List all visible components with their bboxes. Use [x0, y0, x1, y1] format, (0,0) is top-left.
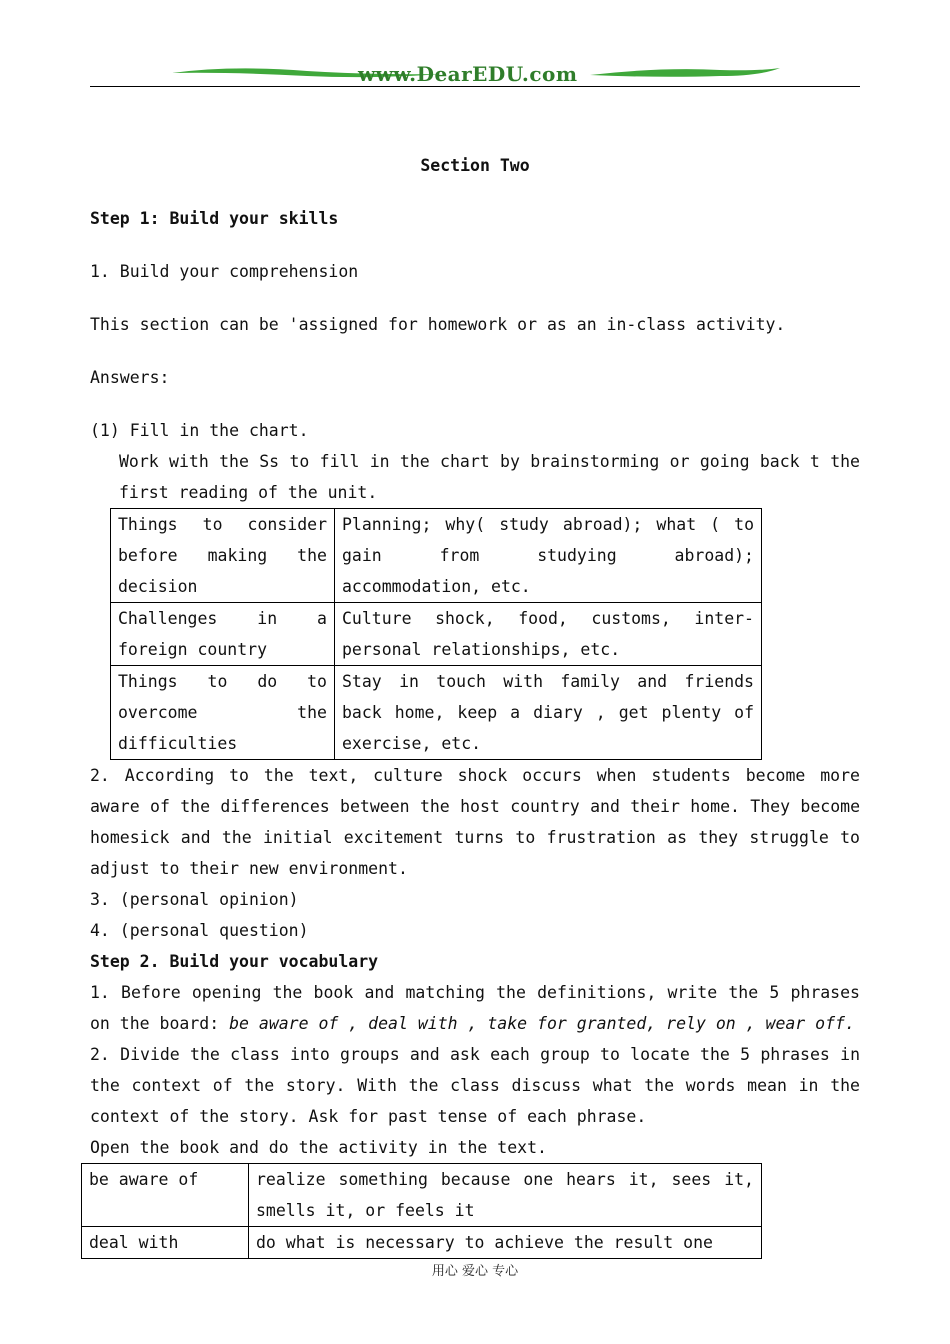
answer-3: 3. (personal opinion)	[90, 890, 299, 909]
header-rule	[90, 86, 860, 87]
table-cell: do what is necessary to achieve the result one	[249, 1227, 762, 1259]
step1-subheading: 1. Build your comprehension	[90, 262, 359, 281]
step1-intro: This section can be 'assigned for homework or as an in-class activity.	[90, 315, 786, 334]
section-title: Section Two	[420, 156, 530, 175]
table-cell: Planning; why( study abroad); what ( to gain from studying abroad); accommodation, etc.	[335, 509, 762, 603]
table-cell: realize something because one hears it, sees it, smells it, or feels it	[249, 1164, 762, 1227]
phrase-list: be aware of , deal with , take for granted, rely on , wear off.	[229, 1014, 855, 1033]
table-cell: Stay in touch with family and friends back home, keep a diary , get plenty of exercise, etc.	[335, 666, 762, 760]
step2-item-1-text: 1. Before opening the book and matching the definitions, write the 5 phrases on the board:	[90, 983, 860, 1033]
step2-item-1	[90, 977, 860, 1039]
page-header	[90, 60, 860, 90]
table-row	[111, 603, 762, 666]
table-cell: deal with	[82, 1227, 249, 1259]
vocabulary-table	[81, 1163, 762, 1259]
right-swoosh-decoration	[590, 66, 780, 80]
table-row	[111, 509, 762, 603]
table-cell: Challenges in a foreign country	[111, 603, 335, 666]
table-row	[82, 1227, 762, 1259]
step2-heading: Step 2. Build your vocabulary	[90, 952, 379, 971]
table-row	[111, 666, 762, 760]
step2-item-2: 2. Divide the class into groups and ask each group to locate the 5 phrases in the context of the story. With the class discuss what the words mean in the context of the story. Ask for past tense of each phrase.	[90, 1045, 860, 1126]
answers-label: Answers:	[90, 368, 170, 387]
open-book-instruction: Open the book and do the activity in the text.	[90, 1138, 547, 1157]
table-cell: Things to do to overcome the difficulties	[111, 666, 335, 760]
document-body	[90, 150, 860, 1259]
step1-heading: Step 1: Build your skills	[90, 209, 339, 228]
table-cell: be aware of	[82, 1164, 249, 1227]
site-logo: www.DearEDU.com	[358, 62, 578, 86]
answer-4: 4. (personal question)	[90, 921, 309, 940]
chart-item-label: (1) Fill in the chart.	[90, 421, 309, 440]
chart-instructions: Work with the Ss to fill in the chart by brainstorming or going back t the first reading of the unit.	[119, 452, 860, 502]
table-cell: Things to consider before making the decision	[111, 509, 335, 603]
page-footer: 用心 爱心 专心	[431, 1264, 519, 1279]
table-cell: Culture shock, food, customs, inter-personal relationships, etc.	[335, 603, 762, 666]
answer-2: 2. According to the text, culture shock occurs when students become more aware of the differences between the host country and their home. They become homesick and the initial excitement turns to frustration as they struggle to adjust to their new environment.	[90, 766, 860, 878]
skills-chart	[110, 508, 762, 760]
table-row	[82, 1164, 762, 1227]
